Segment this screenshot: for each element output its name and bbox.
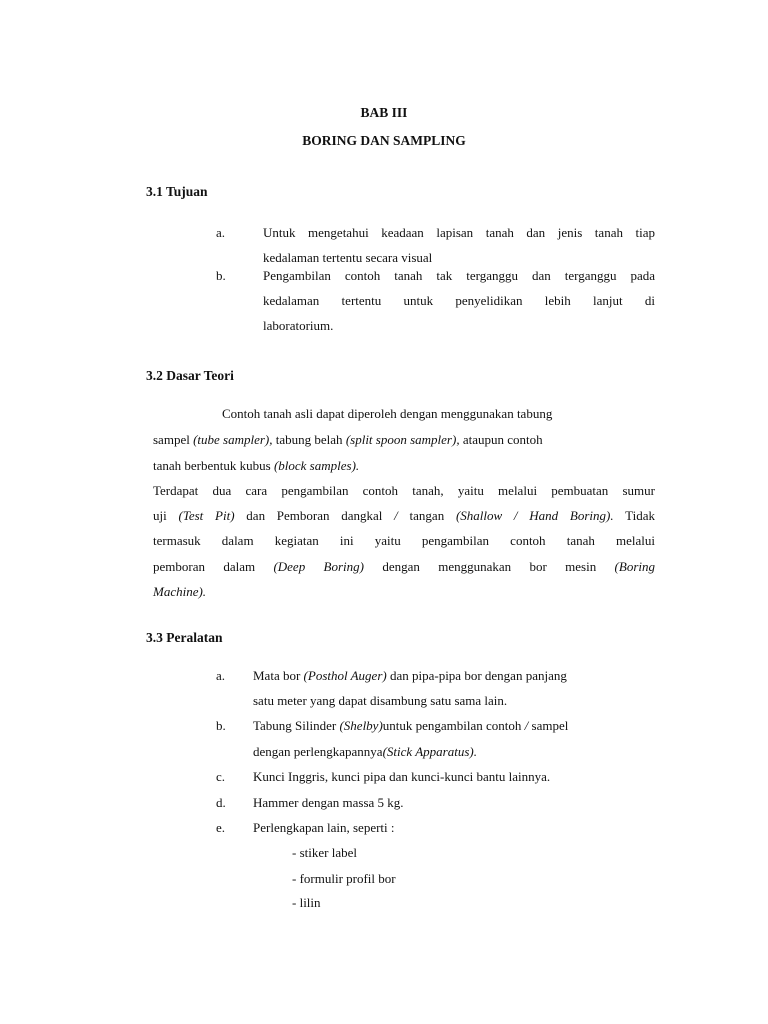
paragraph-line: pemboran dalam (Deep Boring) dengan menggunakan bor mesin (Boring: [153, 559, 655, 574]
sublist-item: - lilin: [292, 895, 321, 910]
list-item-text: Kunci Inggris, kunci pipa dan kunci-kunci bantu lainnya.: [253, 769, 551, 784]
paragraph-line: Contoh tanah asli dapat diperoleh dengan menggunakan tabung: [222, 406, 553, 421]
list-item-text: Perlengkapan lain, seperti :: [253, 820, 395, 835]
list-item-text: Untuk mengetahui keadaan lapisan tanah dan jenis tanah tiap: [263, 225, 655, 240]
section-heading-peralatan: 3.3 Peralatan: [146, 630, 223, 645]
list-letter: a.: [216, 668, 226, 683]
list-letter: b.: [216, 268, 226, 283]
section-heading-dasar-teori: 3.2 Dasar Teori: [146, 368, 234, 383]
list-letter: c.: [216, 769, 226, 784]
list-item-text: Mata bor (Posthol Auger) dan pipa-pipa bor dengan panjang: [253, 668, 567, 683]
list-item-text: Hammer dengan massa 5 kg.: [253, 795, 404, 810]
list-item-text: Tabung Silinder (Shelby)untuk pengambilan contoh / sampel: [253, 718, 569, 733]
list-item-text: kedalaman tertentu secara visual: [263, 250, 433, 265]
list-letter: a.: [216, 225, 226, 240]
paragraph-line: termasuk dalam kegiatan ini yaitu pengambilan contoh tanah melalui: [153, 533, 655, 548]
paragraph-line: uji (Test Pit) dan Pemboran dangkal / tangan (Shallow / Hand Boring). Tidak: [153, 508, 656, 523]
list-item-text: laboratorium.: [263, 318, 334, 333]
section-heading-tujuan: 3.1 Tujuan: [146, 184, 208, 199]
list-letter: e.: [216, 820, 226, 835]
list-item-text: satu meter yang dapat disambung satu sama lain.: [253, 693, 508, 708]
list-item-text: kedalaman tertentu untuk penyelidikan lebih lanjut di: [263, 293, 655, 308]
list-letter: b.: [216, 718, 226, 733]
chapter-title: BORING DAN SAMPLING: [302, 133, 466, 148]
list-item-text: dengan perlengkapannya(Stick Apparatus).: [253, 744, 477, 759]
list-item-text: Pengambilan contoh tanah tak terganggu dan terganggu pada: [263, 268, 655, 283]
paragraph-line: sampel (tube sampler), tabung belah (split spoon sampler), ataupun contoh: [153, 432, 543, 447]
sublist-item: - stiker label: [292, 845, 357, 860]
paragraph-line: Machine).: [153, 584, 207, 599]
sublist-item: - formulir profil bor: [292, 871, 396, 886]
list-letter: d.: [216, 795, 226, 810]
paragraph-line: Terdapat dua cara pengambilan contoh tanah, yaitu melalui pembuatan sumur: [153, 483, 655, 498]
chapter-number: BAB III: [360, 105, 408, 120]
paragraph-line: tanah berbentuk kubus (block samples).: [153, 458, 360, 473]
